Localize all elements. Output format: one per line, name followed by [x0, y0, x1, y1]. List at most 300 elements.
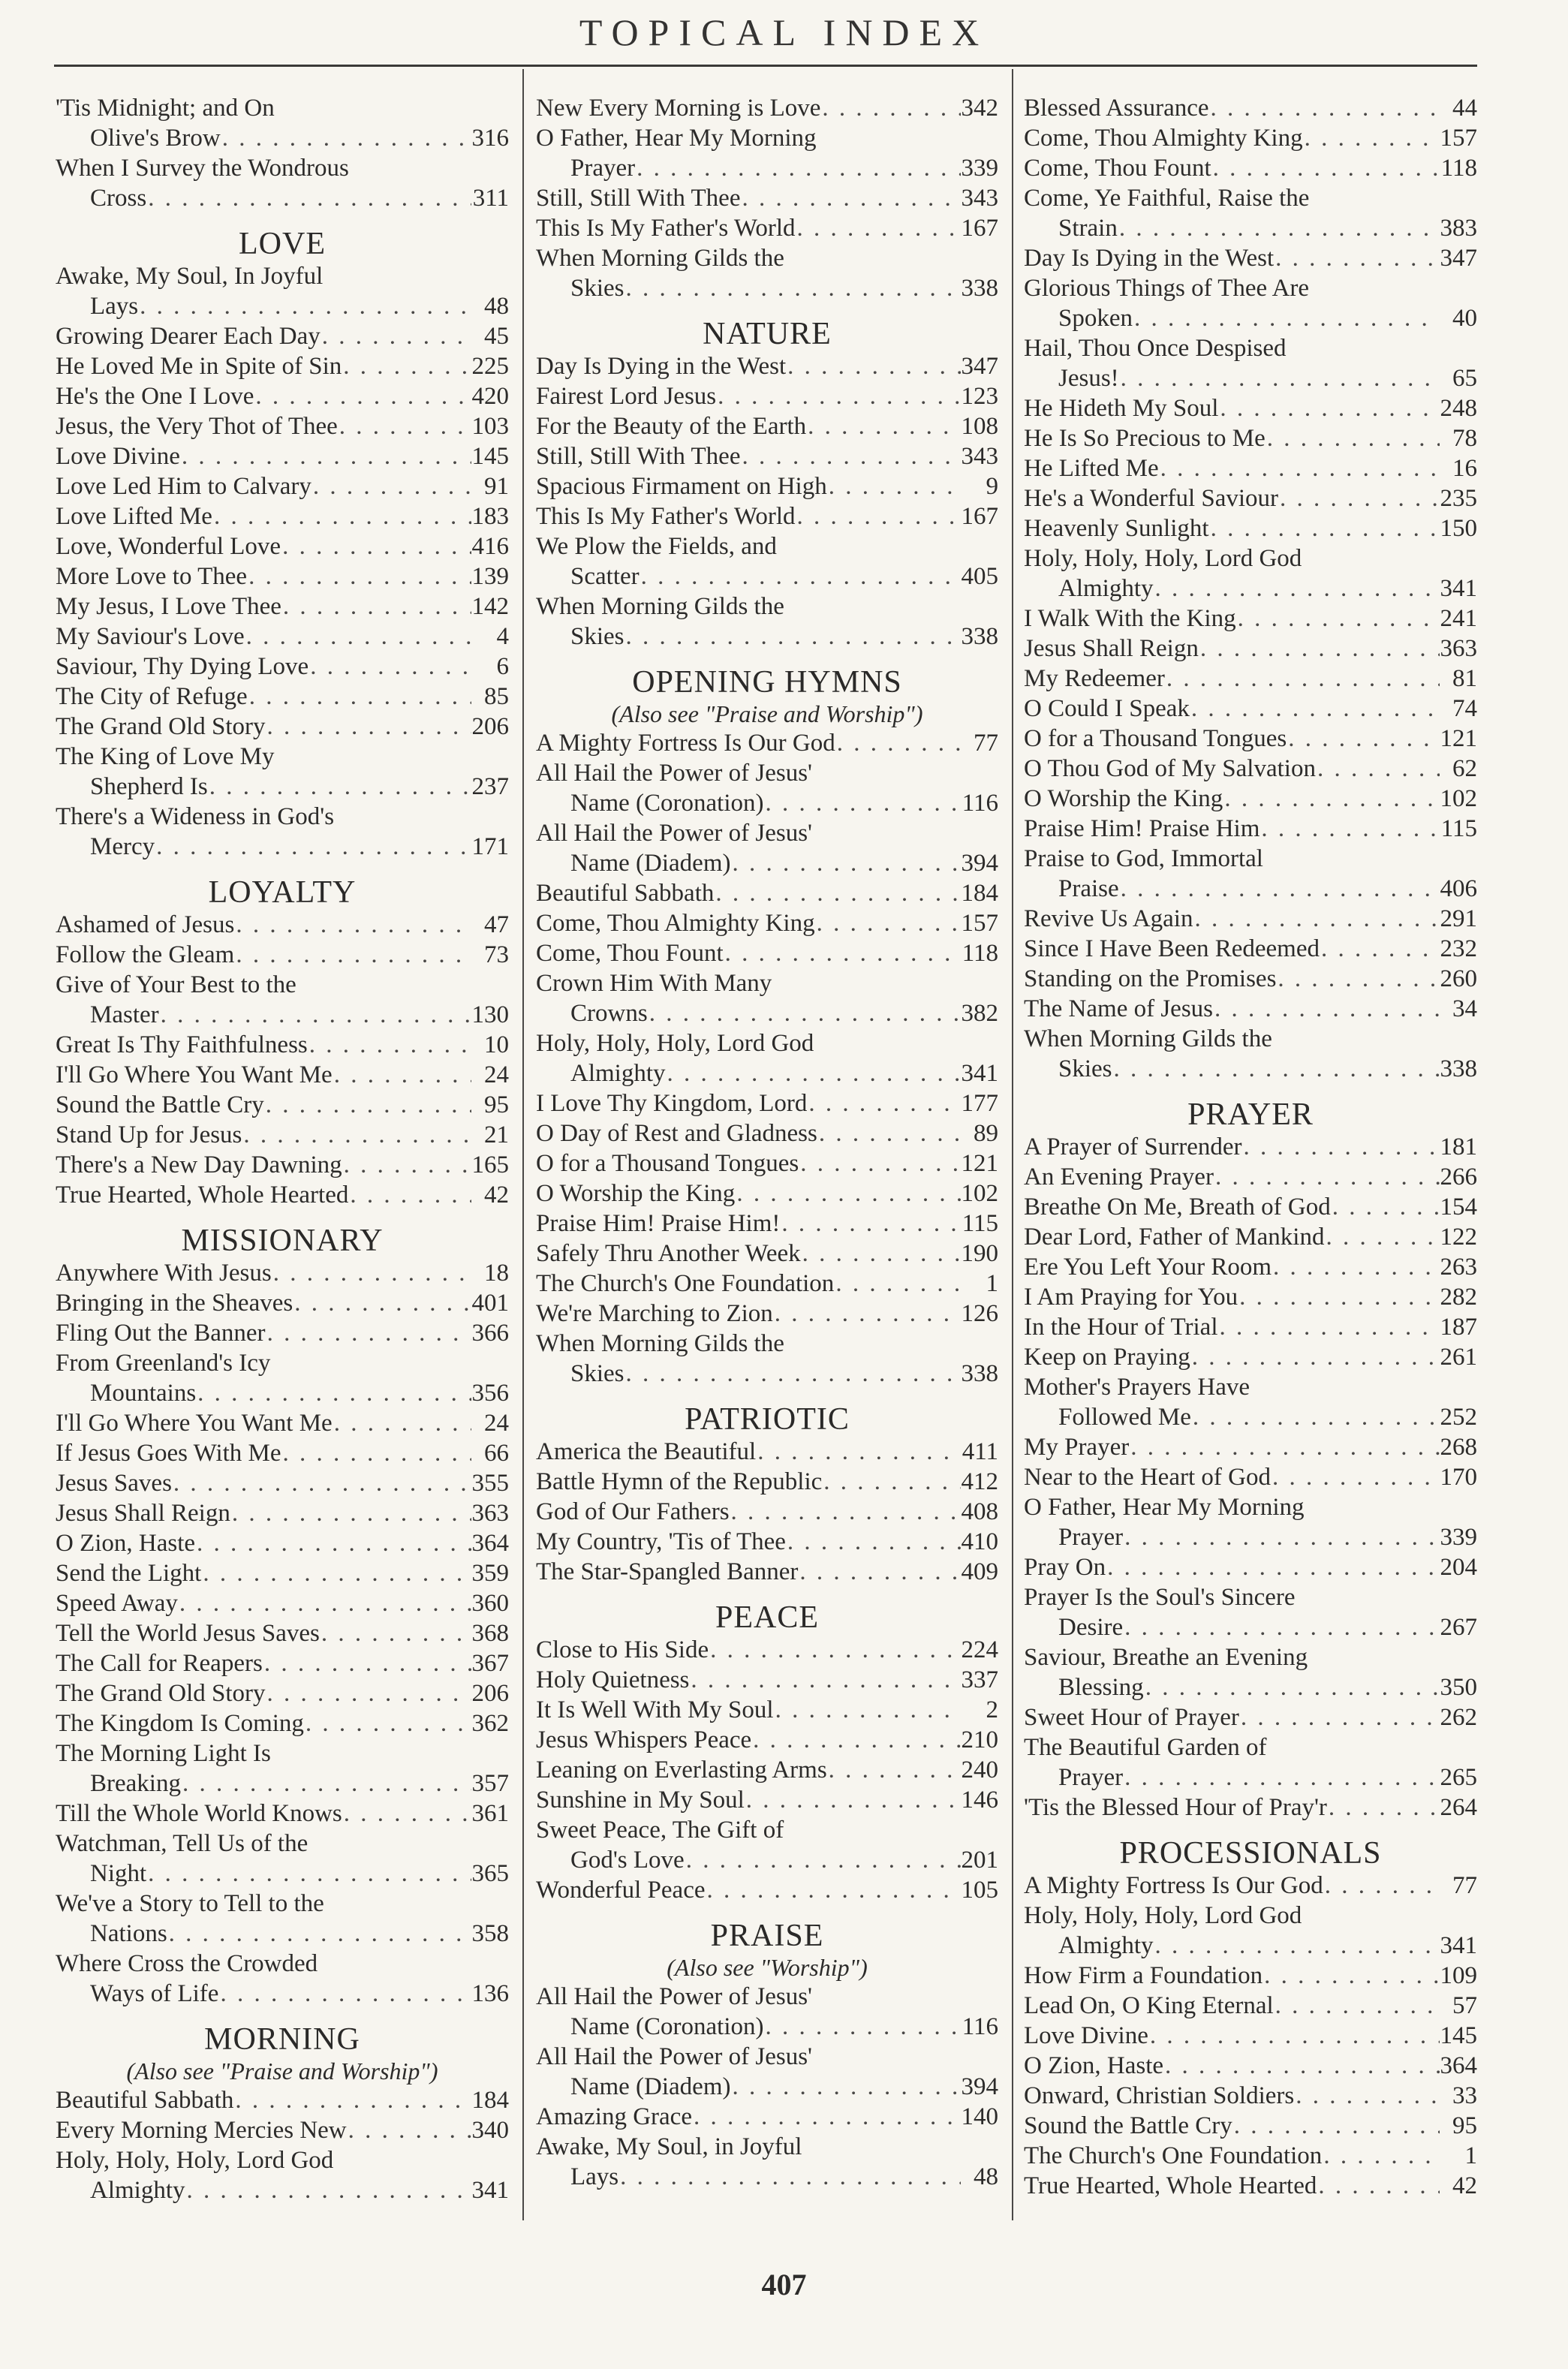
entry-title: Praise Him! Praise Him	[1024, 815, 1260, 842]
entry-title: I Walk With the King	[1024, 605, 1236, 632]
index-entry	[1024, 1991, 1477, 2021]
entry-title: He Hideth My Soul	[1024, 395, 1219, 422]
hymn-number: 363	[471, 1500, 509, 1527]
dot-leader	[281, 531, 471, 561]
hymn-number: 338	[961, 623, 998, 650]
hymn-number: 364	[1440, 2052, 1477, 2079]
entry-title: O Day of Rest and Gladness	[536, 1120, 817, 1147]
entry-title: God of Our Fathers	[536, 1498, 730, 1525]
index-entry	[1024, 1162, 1477, 1192]
hymn-number: 338	[1440, 1055, 1477, 1082]
dot-leader	[618, 2162, 961, 2192]
index-entry	[1024, 1282, 1477, 1312]
hymn-number: 4	[496, 623, 509, 650]
entry-title: More Love to Thee	[56, 563, 248, 590]
entry-title: O Zion, Haste	[1024, 2052, 1164, 2079]
hymn-number: 42	[1452, 2172, 1477, 2199]
entry-title-line: The Morning Light Is	[56, 1740, 271, 1767]
entry-title: Near to the Heart of God	[1024, 1464, 1271, 1491]
dot-leader	[266, 1318, 471, 1348]
dot-leader	[1276, 964, 1440, 994]
entry-title: He Lifted Me	[1024, 455, 1159, 482]
hymn-number: 91	[484, 473, 509, 500]
dot-leader	[714, 878, 961, 908]
index-entry	[1024, 513, 1477, 543]
dot-leader	[146, 183, 471, 213]
dot-leader	[692, 2102, 961, 2132]
index-entry	[56, 321, 509, 351]
dot-leader	[624, 622, 961, 652]
entry-title: My Redeemer	[1024, 665, 1165, 692]
entry-title-line: Awake, My Soul, in Joyful	[536, 2133, 802, 2160]
hymn-number: 358	[471, 1920, 509, 1947]
index-entry	[56, 622, 509, 652]
entry-title: Praise Him! Praise Him!	[536, 1210, 781, 1237]
dot-leader	[751, 1725, 961, 1755]
entry-title: O Zion, Haste	[56, 1530, 196, 1557]
index-entry	[1024, 814, 1477, 844]
index-entry	[536, 1178, 998, 1209]
hymn-number: 356	[471, 1380, 509, 1407]
index-entry	[1024, 1702, 1477, 1732]
entry-title-line: Awake, My Soul, In Joyful	[56, 263, 324, 290]
entry-title: Jesus, the Very Thot of Thee	[56, 413, 338, 440]
hymn-number: 150	[1440, 515, 1477, 542]
entry-title: Almighty	[1058, 1932, 1154, 1959]
entry-title: Praise	[1058, 875, 1119, 902]
hymn-number: 347	[961, 353, 998, 380]
index-column-3	[1024, 93, 1477, 2201]
hymn-number: 121	[1440, 725, 1477, 752]
index-entry	[56, 1618, 509, 1648]
index-entry	[56, 1558, 509, 1588]
dot-leader	[342, 1150, 471, 1180]
dot-leader	[196, 1378, 471, 1408]
entry-title: Tell the World Jesus Saves	[56, 1620, 320, 1647]
dot-leader	[342, 1799, 471, 1829]
dot-leader	[624, 1359, 961, 1389]
entry-title: Love Lifted Me	[56, 503, 212, 530]
index-entry	[1024, 1132, 1477, 1162]
entry-title: O Worship the King	[536, 1180, 736, 1207]
index-entry	[56, 531, 509, 561]
hymn-number: 105	[961, 1877, 998, 1904]
hymn-number: 47	[484, 911, 509, 938]
section-heading: PATRIOTIC	[685, 1402, 850, 1437]
index-entry	[1024, 1552, 1477, 1582]
dot-leader	[1320, 934, 1440, 964]
hymn-number: 123	[961, 383, 998, 410]
dot-leader	[1327, 1793, 1440, 1823]
hymn-number: 361	[471, 1800, 509, 1827]
entry-title: Come, Thou Almighty King	[1024, 125, 1303, 152]
entry-title: Love Divine	[1024, 2022, 1148, 2049]
entry-title: Olive's Brow	[90, 125, 221, 152]
hymn-number: 157	[1440, 125, 1477, 152]
dot-leader	[1239, 1702, 1440, 1732]
index-entry	[536, 1088, 998, 1118]
hymn-number: 167	[961, 215, 998, 242]
dot-leader	[1123, 1612, 1440, 1642]
index-entry	[536, 1209, 998, 1239]
section-heading: LOVE	[239, 227, 326, 261]
dot-leader	[181, 1768, 471, 1799]
index-entry	[1024, 964, 1477, 994]
hymn-number: 359	[471, 1560, 509, 1587]
index-entry	[56, 1468, 509, 1498]
index-entry	[536, 1725, 998, 1755]
index-entry	[1024, 2021, 1477, 2051]
dot-leader	[234, 940, 471, 970]
index-entry	[536, 1875, 998, 1905]
hymn-number: 115	[962, 1210, 998, 1237]
dot-leader	[311, 471, 471, 501]
entry-title: He's a Wonderful Saviour	[1024, 485, 1279, 512]
hymn-number: 95	[484, 1091, 509, 1118]
entry-title: A Mighty Fortress Is Our God	[1024, 1872, 1323, 1899]
dot-leader	[333, 1408, 471, 1438]
dot-leader	[1209, 513, 1440, 543]
hymn-number: 341	[1440, 575, 1477, 602]
section-heading: MISSIONARY	[181, 1224, 384, 1258]
index-entry	[536, 1118, 998, 1148]
dot-leader	[1260, 814, 1440, 844]
hymn-number: 394	[961, 850, 998, 877]
hymn-number: 225	[471, 353, 509, 380]
hymn-number: 126	[961, 1300, 998, 1327]
hymn-number: 204	[1440, 1554, 1477, 1581]
entry-title: Almighty	[90, 2177, 185, 2204]
section-heading: NATURE	[703, 317, 832, 351]
dot-leader	[1214, 1162, 1440, 1192]
dot-leader	[745, 1785, 961, 1815]
index-entry	[1024, 1372, 1477, 1432]
hymn-number: 206	[471, 1680, 509, 1707]
page-header: TOPICAL INDEX	[579, 11, 989, 53]
entry-title: Sunshine in My Soul	[536, 1787, 745, 1814]
hymn-number: 170	[1440, 1464, 1477, 1491]
dot-leader	[827, 471, 961, 501]
dot-leader	[178, 1588, 471, 1618]
entry-title: Great Is Thy Faithfulness	[56, 1031, 308, 1058]
entry-title: Skies	[1058, 1055, 1112, 1082]
index-entry	[536, 1815, 998, 1875]
hymn-number: 291	[1440, 905, 1477, 932]
entry-title: This Is My Father's World	[536, 503, 796, 530]
hymn-number: 241	[1440, 605, 1477, 632]
dot-leader	[266, 712, 471, 742]
dot-leader	[774, 1695, 961, 1725]
dot-leader	[195, 1528, 471, 1558]
dot-leader	[740, 183, 961, 213]
section-heading: PRAISE	[710, 1919, 824, 1953]
entry-title: Scatter	[570, 563, 640, 590]
entry-title: Leaning on Everlasting Arms	[536, 1756, 827, 1784]
entry-title: How Firm a Foundation	[1024, 1962, 1263, 1989]
index-entry	[536, 758, 998, 818]
dot-leader	[835, 728, 961, 758]
dot-leader	[1287, 724, 1440, 754]
dot-leader	[815, 908, 961, 938]
dot-leader	[709, 1635, 961, 1665]
hymn-number: 187	[1440, 1314, 1477, 1341]
dot-leader	[756, 1437, 961, 1467]
index-entry	[1024, 453, 1477, 483]
entry-title-line: When Morning Gilds the	[536, 593, 784, 620]
index-entry	[536, 1785, 998, 1815]
entry-title: Shepherd Is	[90, 773, 208, 800]
dot-leader	[764, 788, 961, 818]
index-entry	[56, 1030, 509, 1060]
dot-leader	[1331, 1192, 1440, 1222]
dot-leader	[1242, 1132, 1440, 1162]
index-entry	[536, 938, 998, 968]
index-entry	[1024, 1252, 1477, 1282]
entry-title: God's Love	[570, 1847, 685, 1874]
section-heading: PEACE	[715, 1600, 819, 1635]
entry-title-line: 'Tis Midnight; and On	[56, 95, 275, 122]
dot-leader	[218, 1979, 471, 2009]
hymn-number: 201	[961, 1847, 998, 1874]
index-entry	[1024, 2171, 1477, 2201]
dot-leader	[1191, 1402, 1440, 1432]
dot-leader	[248, 682, 471, 712]
index-entry	[1024, 1642, 1477, 1702]
index-entry	[1024, 243, 1477, 273]
entry-title: Pray On	[1024, 1554, 1106, 1581]
dot-leader	[1154, 1931, 1440, 1961]
hymn-number: 66	[484, 1440, 509, 1467]
entry-title: The Star-Spangled Banner	[536, 1558, 799, 1585]
dot-leader	[212, 501, 471, 531]
entry-title: Bringing in the Sheaves	[56, 1290, 293, 1317]
index-entry	[1024, 784, 1477, 814]
hymn-number: 267	[1440, 1614, 1477, 1641]
dot-leader	[208, 772, 471, 802]
entry-title: He Is So Precious to Me	[1024, 425, 1266, 452]
entry-title: Speed Away	[56, 1590, 178, 1617]
entry-title: O for a Thousand Tongues	[536, 1150, 799, 1177]
dot-leader	[1106, 1552, 1440, 1582]
hymn-number: 44	[1452, 95, 1477, 122]
entry-title: For the Beauty of the Earth	[536, 413, 807, 440]
entry-title: Day Is Dying in the West	[536, 353, 787, 380]
index-entry	[56, 1738, 509, 1799]
hymn-number: 108	[961, 413, 998, 440]
entry-title: Lead On, O King Eternal	[1024, 1992, 1274, 2019]
entry-title-line: Glorious Things of Thee Are	[1024, 275, 1310, 302]
index-entry	[56, 561, 509, 591]
hymn-number: 343	[961, 185, 998, 212]
index-entry	[1024, 1462, 1477, 1492]
entry-title: This Is My Father's World	[536, 215, 796, 242]
hymn-number: 206	[471, 713, 509, 740]
hymn-number: 122	[1440, 1224, 1477, 1251]
hymn-number: 102	[1440, 785, 1477, 812]
entry-title: Jesus!	[1058, 365, 1119, 392]
hymn-number: 210	[961, 1726, 998, 1753]
dot-leader	[1133, 303, 1440, 333]
entry-title: Nations	[90, 1920, 167, 1947]
index-entry	[56, 381, 509, 411]
section-heading: PRAYER	[1187, 1097, 1314, 1132]
entry-title: Skies	[570, 1360, 624, 1387]
hymn-number: 237	[471, 773, 509, 800]
index-entry	[536, 531, 998, 591]
hymn-number: 266	[1440, 1163, 1477, 1191]
hymn-number: 10	[484, 1031, 509, 1058]
dot-leader	[245, 622, 471, 652]
index-entry	[56, 1498, 509, 1528]
hymn-number: 81	[1452, 665, 1477, 692]
hymn-number: 115	[1440, 815, 1477, 842]
hymn-number: 412	[961, 1468, 998, 1495]
entry-title: The Church's One Foundation	[1024, 2142, 1323, 2169]
entry-title: Jesus Shall Reign	[56, 1500, 230, 1527]
entry-title: My Jesus, I Love Thee	[56, 593, 281, 620]
dot-leader	[1323, 1871, 1440, 1901]
index-entry	[536, 93, 998, 123]
entry-title: O for a Thousand Tongues	[1024, 725, 1287, 752]
dot-leader	[1190, 694, 1440, 724]
index-entry	[56, 2115, 509, 2145]
entry-title: Almighty	[570, 1060, 666, 1087]
entry-title: I'll Go Where You Want Me	[56, 1410, 333, 1437]
index-entry	[1024, 483, 1477, 513]
dot-leader	[1278, 483, 1440, 513]
index-entry	[56, 1799, 509, 1829]
entry-title-line: Give of Your Best to the	[56, 971, 296, 998]
entry-title: Lays	[90, 293, 139, 320]
dot-leader	[146, 1859, 471, 1889]
entry-title: Ashamed of Jesus	[56, 911, 235, 938]
entry-title: Master	[90, 1001, 159, 1028]
dot-leader	[706, 1875, 962, 1905]
entry-title: Heavenly Sunlight	[1024, 515, 1209, 542]
hymn-number: 383	[1440, 215, 1477, 242]
hymn-number: 416	[471, 533, 509, 560]
entry-title: We're Marching to Zion	[536, 1300, 773, 1327]
dot-leader	[716, 381, 961, 411]
dot-leader	[796, 213, 961, 243]
hymn-number: 77	[1452, 1872, 1477, 1899]
section-heading: LOYALTY	[208, 875, 357, 910]
dot-leader	[724, 938, 961, 968]
index-entry	[56, 471, 509, 501]
entry-title: Name (Diadem)	[570, 850, 731, 877]
dot-leader	[635, 153, 961, 183]
index-entry	[1024, 754, 1477, 784]
dot-leader	[1236, 604, 1440, 634]
dot-leader	[263, 1648, 471, 1678]
hymn-number: 248	[1440, 395, 1477, 422]
column-divider-1	[522, 69, 524, 2220]
dot-leader	[347, 2115, 471, 2145]
index-entry	[1024, 1492, 1477, 1552]
entry-title: Still, Still With Thee	[536, 443, 741, 470]
hymn-number: 339	[961, 155, 998, 182]
index-entry	[56, 1889, 509, 1949]
index-entry	[56, 1180, 509, 1210]
entry-title: My Country, 'Tis of Thee	[536, 1528, 786, 1555]
entry-title-line: Hail, Thou Once Despised	[1024, 335, 1287, 362]
dot-leader	[1266, 423, 1440, 453]
hymn-number: 48	[974, 2163, 998, 2190]
entry-title: An Evening Prayer	[1024, 1163, 1214, 1191]
dot-leader	[167, 1919, 471, 1949]
hymn-number: 268	[1440, 1434, 1477, 1461]
hymn-number: 62	[1452, 755, 1477, 782]
index-entry	[1024, 1961, 1477, 1991]
entry-title: Wonderful Peace	[536, 1877, 706, 1904]
hymn-number: 360	[471, 1590, 509, 1617]
index-entry	[536, 728, 998, 758]
dot-leader	[1119, 363, 1440, 393]
hymn-number: 224	[961, 1636, 998, 1663]
dot-leader	[799, 1148, 961, 1178]
dot-leader	[1218, 1312, 1440, 1342]
entry-title: A Mighty Fortress Is Our God	[536, 730, 835, 757]
dot-leader	[822, 1467, 961, 1497]
index-entry	[56, 1150, 509, 1180]
entry-title: He's the One I Love	[56, 383, 254, 410]
dot-leader	[281, 591, 471, 622]
entry-title: Desire	[1058, 1614, 1124, 1641]
entry-title: Mercy	[90, 833, 155, 860]
index-entry	[536, 243, 998, 303]
index-entry	[536, 878, 998, 908]
entry-title: Love Led Him to Calvary	[56, 473, 311, 500]
index-entry	[1024, 393, 1477, 423]
hymn-number: 130	[471, 1001, 509, 1028]
index-entry	[536, 1329, 998, 1389]
index-entry	[536, 1982, 998, 2042]
entry-title: Fairest Lord Jesus	[536, 383, 717, 410]
entry-title: Spoken	[1058, 305, 1133, 332]
entry-title: The Church's One Foundation	[536, 1270, 835, 1297]
header-rule	[54, 65, 1477, 67]
index-entry	[1024, 1192, 1477, 1222]
entry-title: Anywhere With Jesus	[56, 1260, 272, 1287]
entry-title: Blessed Assurance	[1024, 95, 1209, 122]
index-entry	[1024, 183, 1477, 243]
dot-leader	[159, 1000, 471, 1030]
dot-leader	[1322, 2141, 1440, 2171]
hymn-number: 2	[986, 1696, 998, 1723]
entry-title-line: Where Cross the Crowded	[56, 1950, 318, 1977]
dot-leader	[1112, 1054, 1440, 1084]
dot-leader	[234, 910, 471, 940]
index-entry	[536, 1557, 998, 1587]
index-entry	[1024, 2111, 1477, 2141]
dot-leader	[264, 1090, 471, 1120]
index-entry	[56, 1949, 509, 2009]
index-entry	[1024, 694, 1477, 724]
hymn-number: 65	[1452, 365, 1477, 392]
entry-title-line: Prayer Is the Soul's Sincere	[1024, 1584, 1296, 1611]
index-entry	[536, 123, 998, 183]
entry-title: True Hearted, Whole Hearted	[56, 1181, 349, 1209]
index-entry	[56, 1708, 509, 1738]
index-entry	[536, 1695, 998, 1725]
entry-title: Standing on the Promises	[1024, 965, 1277, 992]
hymn-number: 57	[1452, 1992, 1477, 2019]
section-note: (Also see "Worship")	[667, 1954, 868, 1981]
entry-title-line: The Beautiful Garden of	[1024, 1734, 1267, 1761]
entry-title: America the Beautiful	[536, 1438, 757, 1465]
dot-leader	[1271, 1462, 1440, 1492]
entry-title: The Call for Reapers	[56, 1650, 263, 1677]
